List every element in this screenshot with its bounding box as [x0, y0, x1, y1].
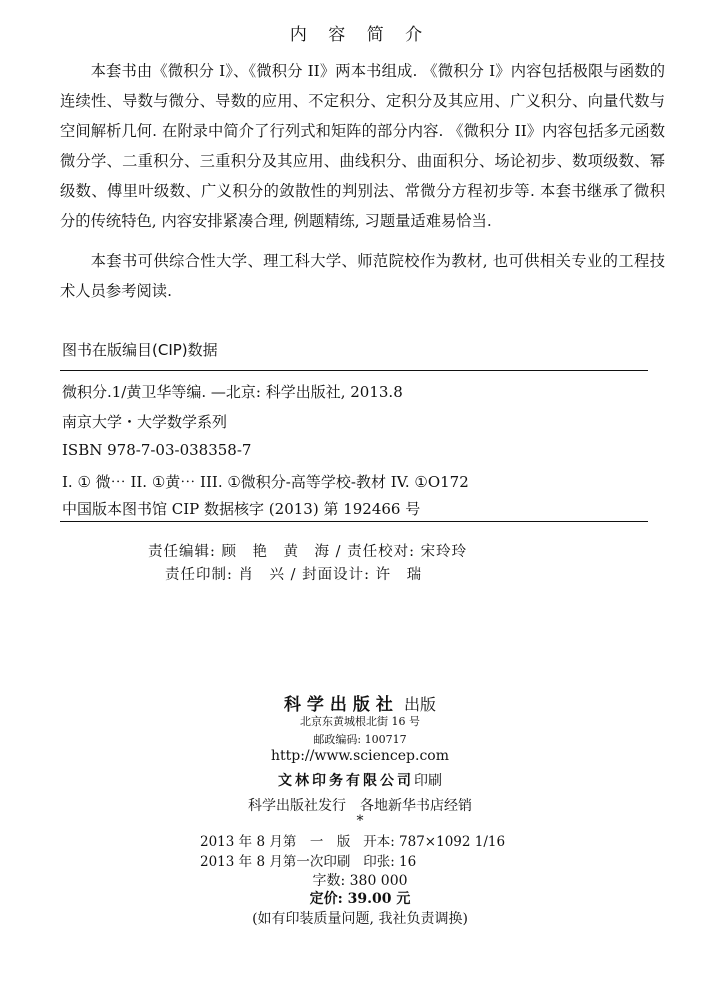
printer-name: 文林印务有限公司: [278, 773, 414, 789]
printing-info: 2013 年 8 月第一次印刷: [200, 854, 351, 870]
intro-text-2: 本套书可供综合性大学、理工科大学、师范院校作为教材, 也可供相关专业的工程技术人员参考阅读.: [60, 252, 665, 300]
format-info: 开本: 787×1092 1/16: [363, 834, 506, 850]
spec-row-edition: [200, 830, 505, 850]
publisher-url: http://www.sciencep.com: [270, 748, 449, 764]
printer-line: [0, 770, 720, 790]
publisher-address: 北京东黄城根北街 16 号: [300, 715, 420, 728]
cip-line-series: 南京大学・大学数学系列: [62, 413, 228, 431]
intro-text-1: 本套书由《微积分 I》、《微积分 II》两本书组成. 《微积分 I》内容包括极限与函数的连续性、导数与微分、导数的应用、不定积分、定积分及其应用、广义积分、向量代数与空间解析几何. 在附录中简介了行列式和矩阵的部分内容. 《微积分 II》内容包括多元函数微分学、二重积分、三重积分及其应用、曲线积分、曲面积分、场论初步、数项级数、幂级数、傅里叶级数、广义积分的敛散性的判别法、常微分方程初步等. 本套书继承了微积分的传统特色, 内容安排紧凑合理, 例题精练, 习题量适难易恰当.: [60, 62, 665, 230]
credits-editors: 责任编辑: 顾 艳 黄 海 / 责任校对: 宋玲玲: [148, 544, 468, 560]
word-count: 字数: 380 000: [312, 873, 408, 889]
intro-paragraph-1: [60, 56, 665, 236]
publisher-postcode: 邮政编码: 100717: [313, 733, 407, 746]
cip-line-title: 微积分.1/黄卫华等编. —北京: 科学出版社, 2013.8: [62, 383, 403, 401]
sheets-info: 印张: 16: [363, 854, 417, 870]
edition-info: 2013 年 8 月第 一 版: [200, 834, 351, 850]
publisher-name: 科学出版社: [283, 695, 399, 715]
cip-bottom-rule: [60, 521, 648, 522]
distribution-line: 科学出版社发行 各地新华书店经销: [248, 798, 472, 814]
spec-row-printing: [200, 850, 416, 870]
cip-line-isbn: ISBN 978-7-03-038358-7: [62, 441, 252, 459]
cip-top-rule: [60, 370, 648, 371]
page-title: 内 容 简 介: [289, 25, 431, 45]
credits-production: 责任印制: 肖 兴 / 封面设计: 许 瑞: [165, 567, 423, 583]
price: 定价: 39.00 元: [309, 891, 411, 907]
printer-suffix: 印刷: [414, 773, 442, 789]
asterisk-separator: *: [356, 813, 364, 829]
cip-heading: 图书在版编目(CIP)数据: [62, 341, 218, 359]
cip-line-record-number: 中国版本图书馆 CIP 数据核字 (2013) 第 192466 号: [62, 500, 421, 518]
publisher-suffix: 出版: [404, 695, 437, 714]
publisher-line: [0, 690, 720, 715]
cip-line-classification: I. ① 微⋯ II. ①黄⋯ III. ①微积分-高等学校-教材 IV. ①O172: [62, 473, 469, 491]
quality-note: (如有印装质量问题, 我社负责调换): [252, 911, 468, 927]
intro-paragraph-2: [60, 246, 665, 306]
